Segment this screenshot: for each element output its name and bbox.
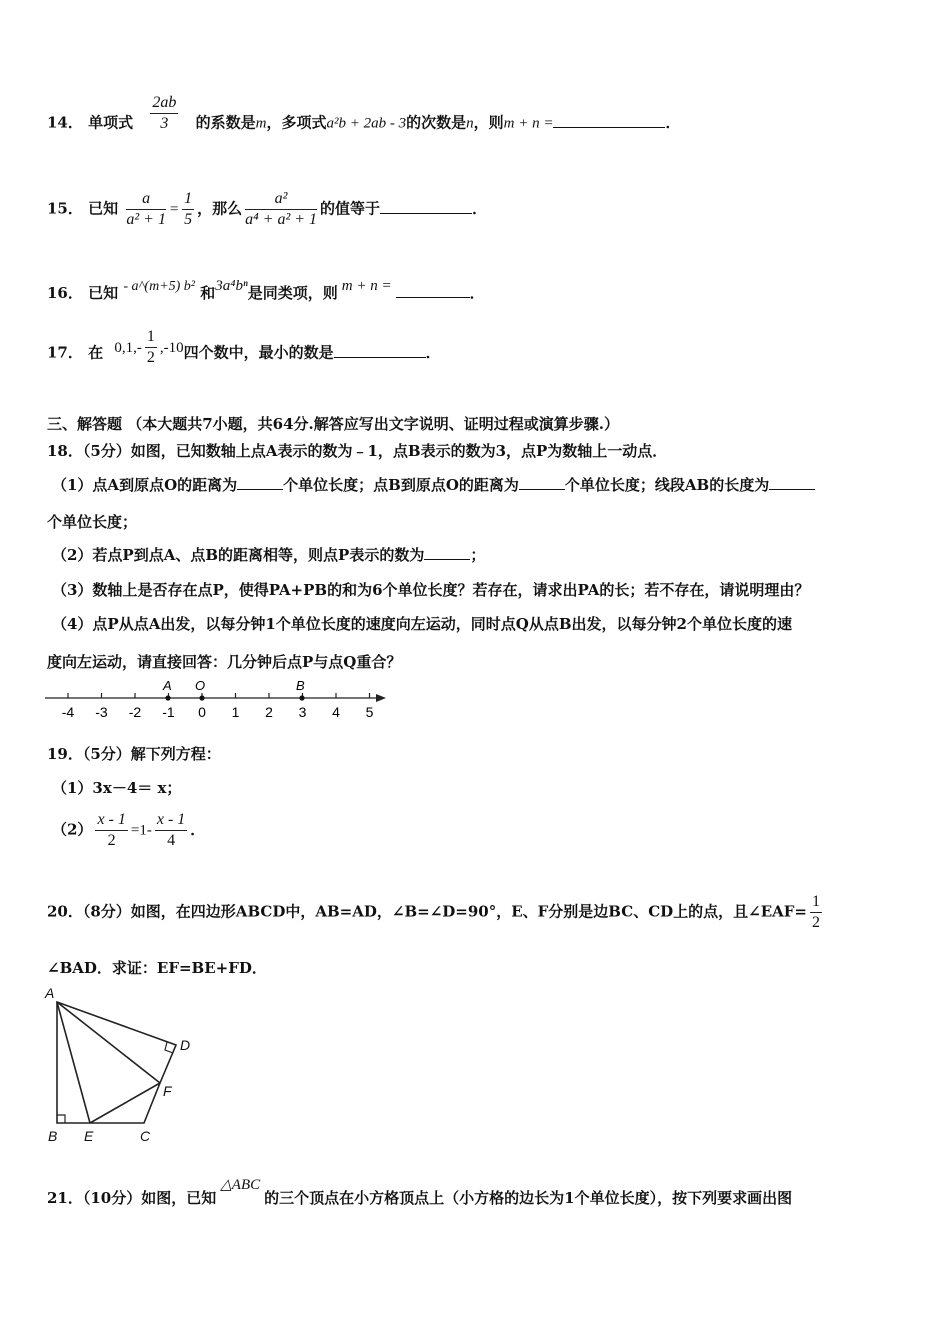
- question-18-part-4: （4）点P从点A出发，以每分钟1个单位长度的速度向左运动，同时点Q从点B出发，以每分钟2个单位长度的速: [52, 615, 792, 633]
- label-vertex-b: B: [48, 1128, 58, 1144]
- q14-polynomial: a²b + 2ab - 3: [326, 115, 407, 132]
- question-20-stem: 20．（8分）如图，在四边形ABCD中，AB=AD，∠B=∠D=90°，E、F分别是边BC、CD上的点，且∠EAF= $\frac{1}{2}$: [47, 893, 821, 931]
- label-point-e: E: [84, 1128, 94, 1144]
- segment-ae: [57, 1002, 90, 1123]
- question-19-part-1: （1）3x－4＝ x；: [52, 779, 182, 797]
- quadrilateral-abcd: [57, 1002, 176, 1123]
- answer-blank[interactable]: [424, 545, 470, 560]
- question-18-part-1: （1）点A到原点O的距离为 个单位长度；点B到原点O的距离为 个单位长度；线段AB的长度为: [52, 474, 815, 495]
- q17-fraction: $\frac{1}{2}$: [146, 328, 155, 366]
- axis-tick-label: 5: [365, 704, 374, 720]
- label-vertex-c: C: [140, 1128, 151, 1144]
- question-18-part-3: （3）数轴上是否存在点P，使得PA+PB的和为6个单位长度？若存在，请求出PA的长；若不存在，请说明理由？: [52, 581, 810, 599]
- answer-blank[interactable]: [519, 475, 565, 490]
- question-18-part-1-cont: 个单位长度；: [47, 513, 138, 531]
- segment-af: [57, 1002, 160, 1083]
- axis-tick-label: 0: [198, 704, 206, 720]
- point-a: [165, 695, 170, 700]
- question-17: 17． 在 0,1,- $\frac{1}{2}$ ,-10四个数中，最小的数是 ．: [47, 328, 441, 366]
- answer-blank[interactable]: [769, 475, 815, 490]
- axis-tick-label: 4: [332, 704, 340, 720]
- q14-number: 14．: [47, 113, 83, 132]
- label-vertex-d: D: [180, 1037, 191, 1053]
- question-16: 16． 已知 - a^(m+5) b² 和3a⁴bⁿ是同类项，则 m + n = ．: [47, 278, 485, 302]
- answer-blank[interactable]: [334, 343, 426, 358]
- axis-tick-label: -2: [128, 704, 142, 720]
- q19-fraction-1: $\frac{x - 1}{2}$: [97, 811, 126, 849]
- axis-tick-label: 1: [231, 704, 240, 720]
- quadrilateral-figure: [40, 982, 210, 1146]
- q15-fraction-2: $\frac{1}{5}$: [184, 190, 193, 228]
- q19-fraction-2: $\frac{x - 1}{4}$: [156, 811, 186, 849]
- point-o: [199, 695, 204, 700]
- question-19-part-2: （2） $\frac{x - 1}{2}$ =1- $\frac{x - 1}{4}$ ．: [52, 811, 206, 849]
- label-o: O: [195, 678, 206, 693]
- question-18-stem: 18．（5分）如图，已知数轴上点A表示的数为﹣1，点B表示的数为3，点P为数轴上一动点．: [47, 442, 668, 460]
- axis-arrow-icon: [376, 694, 386, 702]
- answer-blank[interactable]: [396, 283, 470, 298]
- right-angle-b-icon: [57, 1115, 65, 1123]
- axis-tick-label: -1: [162, 704, 175, 720]
- answer-blank[interactable]: [553, 113, 665, 128]
- answer-blank[interactable]: [237, 475, 283, 490]
- triangle-abc: △ABC: [220, 1177, 261, 1193]
- question-14: 14． 单项式 $\frac{2ab}{3}$ 的系数是m，多项式a²b + 2ab - 3的次数是n，则m + n = ．: [47, 94, 681, 132]
- q14-fraction: $\frac{2ab}{3}$: [152, 94, 177, 132]
- point-b: [299, 695, 304, 700]
- question-19-stem: 19．（5分）解下列方程：: [47, 745, 221, 763]
- label-a: A: [163, 678, 172, 693]
- question-20-line-2: ∠BAD．求证：EF=BE+FD．: [47, 959, 267, 977]
- q15-fraction-1: $\frac{a}{\text{a² + 1}}$: [126, 190, 166, 228]
- q16-term-2: 3a⁴bⁿ: [215, 278, 248, 294]
- label-b: B: [296, 678, 305, 693]
- q16-term-1: - a^(m+5) b²: [123, 279, 196, 294]
- section-header: 三、解答题 （本大题共7小题，共64分.解答应写出文字说明、证明过程或演算步骤.）: [47, 415, 619, 433]
- question-15: 15． 已知 $\frac{a}{\text{a² + 1}}$ = $\frac{1}{5}$ ，那么 $\frac{\text{a²}}{\text{a⁴ + a² + 1}}$ 的值等于 ．: [47, 190, 488, 228]
- q20-fraction: $\frac{1}{2}$: [812, 893, 821, 931]
- axis-tick-label: -4: [61, 704, 75, 720]
- axis-tick-label: 3: [298, 704, 307, 720]
- question-18-part-4-cont: 度向左运动，请直接回答：几分钟后点P与点Q重合？: [47, 653, 402, 671]
- axis-tick-label: 2: [265, 704, 273, 720]
- number-line-figure: [40, 676, 400, 722]
- answer-blank[interactable]: [380, 199, 472, 214]
- segment-ef: [90, 1083, 160, 1123]
- axis-tick-label: -3: [95, 704, 108, 720]
- label-point-f: F: [163, 1083, 172, 1099]
- question-18-part-2: （2）若点P到点A、点B的距离相等，则点P表示的数为 ；: [52, 546, 486, 564]
- q15-fraction-3: $\frac{\text{a²}}{\text{a⁴ + a² + 1}}$: [245, 190, 318, 228]
- label-vertex-a: A: [45, 985, 55, 1001]
- question-21: 21．（10分）如图，已知△ABC的三个顶点在小方格顶点上（小方格的边长为1个单位长度），按下列要求画出图: [47, 1177, 793, 1207]
